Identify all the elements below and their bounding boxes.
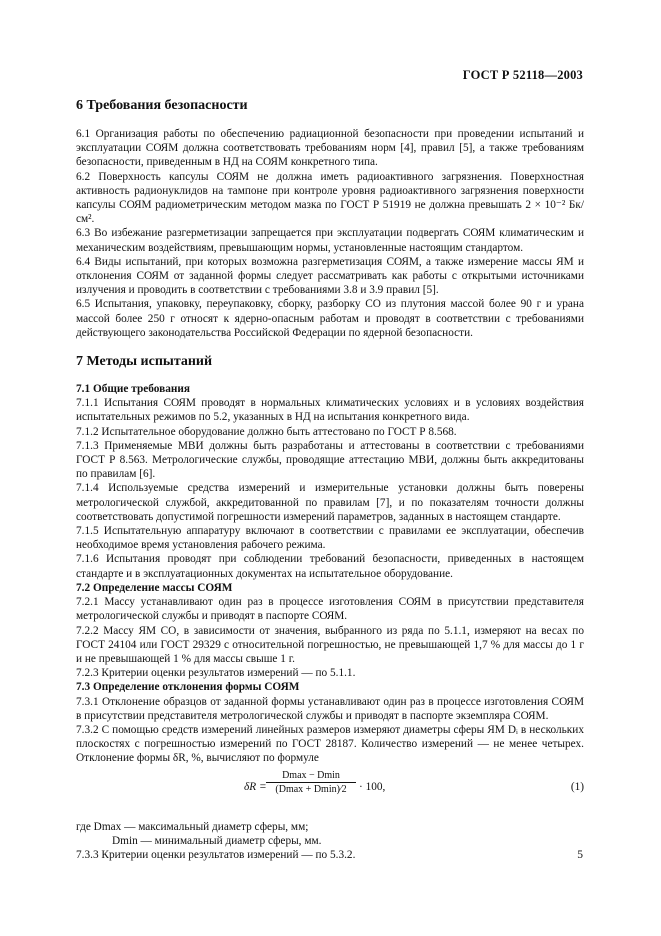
section-7-title: 7 Методы испытаний bbox=[76, 354, 213, 370]
paragraph-7-3-2: 7.3.2 С помощью средств измерений линейных размеров измеряют диаметры сферы ЯМ Dᵢ в нескольких плоскостях с погрешностью измерений по ГОСТ 28187. Количество измерений — не менее четырех. Отклонение формы δR, %, вычисляют по формуле bbox=[76, 723, 584, 765]
paragraph-7-1-5: 7.1.5 Испытательную аппаратуру включают в соответствии с правилами ее эксплуатации, обеспечив необходимое время установления рабочего режима. bbox=[76, 525, 584, 552]
formula-where-dmin: Dmin — минимальный диаметр сферы, мм. bbox=[112, 834, 322, 847]
section-6-title: 6 Требования безопасности bbox=[76, 98, 248, 113]
formula-1 bbox=[76, 770, 584, 814]
paragraph-6-2: 6.2 Поверхность капсулы СОЯМ не должна иметь радиоактивного загрязнения. Поверхностная активность радионуклидов на тампоне при контроле уровня радиоактивного загрязнения поверхности капсулы СОЯМ радиометрическим методом мазка по ГОСТ Р 51919 не должна превышать 2 × 10⁻² Бк/см². bbox=[76, 170, 584, 226]
subsection-7-3-title: 7.3 Определение отклонения формы СОЯМ bbox=[76, 681, 300, 694]
formula-rhs: · 100, bbox=[359, 780, 386, 793]
formula-denominator: (Dmax + Dmin)⁄2 bbox=[275, 783, 347, 795]
paragraph-7-2-1: 7.2.1 Массу устанавливают один раз в процессе изготовления СОЯМ в присутствии представителя метрологической службы и приводят в паспорте СОЯМ. bbox=[76, 596, 584, 623]
paragraph-7-1-3: 7.1.3 Применяемые МВИ должны быть разработаны и аттестованы в соответствии с требованиями ГОСТ Р 8.563. Метрологические службы, проводящие аттестацию МВИ, должны быть аккредитованы по правилам [6]. bbox=[76, 439, 584, 481]
paragraph-7-2-3: 7.2.3 Критерии оценки результатов измерений — по 5.1.1. bbox=[76, 667, 356, 680]
paragraph-7-3-1: 7.3.1 Отклонение образцов от заданной формы устанавливают один раз в процессе изготовления СОЯМ в присутствии представителя метрологической службы и приводят в паспорте экземпляра СОЯМ. bbox=[76, 695, 584, 722]
paragraph-6-1: 6.1 Организация работы по обеспечению радиационной безопасности при проведении испытаний и эксплуатации СОЯМ должна соответствовать требованиям норм [4], правил [5], а также требованиям безопасности, приведенным в НД на СОЯМ конкретного типа. bbox=[76, 128, 584, 169]
paragraph-7-1-1: 7.1.1 Испытания СОЯМ проводят в нормальных климатических условиях и в условиях воздействия испытательных режимов по 5.2, указанных в НД на испытания конкретного вида. bbox=[76, 397, 584, 424]
formula-numerator: Dmax − Dmin bbox=[266, 770, 356, 783]
paragraph-6-5: 6.5 Испытания, упаковку, переупаковку, сборку, разборку СО из плутония массой более 90 г и урана массой более 250 г относят к ядерно-опасным работам и проводят в соответствии с требованиями действующего законодательства Российской Федерации по ядерной безопасности. bbox=[76, 298, 584, 339]
formula-where-dmax: где Dmax — максимальный диаметр сферы, мм; bbox=[76, 820, 309, 833]
formula-lhs: δR = bbox=[244, 780, 267, 793]
subsection-7-2-title: 7.2 Определение массы СОЯМ bbox=[76, 581, 233, 594]
paragraph-6-4: 6.4 Виды испытаний, при которых возможна разгерметизация СОЯМ, а также измерение массы ЯМ и отклонения СОЯМ от заданной формы следует рассматривать как работы с открытыми источниками излучения и проводить в соответствии с требованиями 3.8 и 3.9 правил [5]. bbox=[76, 255, 584, 297]
paragraph-7-2-2: 7.2.2 Массу ЯМ СО, в зависимости от значения, выбранного из ряда по 5.1.1, измеряют на весах по ГОСТ 24104 или ГОСТ 29329 с относительной погрешностью, не превышающей 1,7 % для массы до 1 г и не превышающей 1 % для массы свыше 1 г. bbox=[76, 624, 584, 665]
paragraph-7-3-3: 7.3.3 Критерии оценки результатов измерений — по 5.3.2. bbox=[76, 848, 356, 861]
paragraph-6-3: 6.3 Во избежание разгерметизации запрещается при эксплуатации подвергать СОЯМ климатическим и механическим воздействиям, превышающим нормы, установленные настоящим стандартом. bbox=[76, 227, 584, 254]
paragraph-7-1-2: 7.1.2 Испытательное оборудование должно быть аттестовано по ГОСТ Р 8.568. bbox=[76, 425, 457, 438]
formula-number: (1) bbox=[570, 780, 584, 793]
document-header-id: ГОСТ Р 52118—2003 bbox=[462, 68, 583, 82]
formula-fraction bbox=[266, 770, 356, 795]
page-number: 5 bbox=[577, 849, 583, 861]
document-body bbox=[76, 92, 584, 862]
paragraph-7-1-4: 7.1.4 Используемые средства измерений и измерительные установки должны быть поверены метрологической службой, аккредитованной по правилам [7], и по показателям точности должны соответствовать допустимой погрешности измерений параметров, заданных в настоящем стандарте. bbox=[76, 482, 584, 523]
paragraph-7-1-6: 7.1.6 Испытания проводят при соблюдении требований безопасности, приведенных в настоящем стандарте и в эксплуатационных документах на испытательное оборудование. bbox=[76, 553, 584, 580]
subsection-7-1-title: 7.1 Общие требования bbox=[76, 383, 190, 396]
